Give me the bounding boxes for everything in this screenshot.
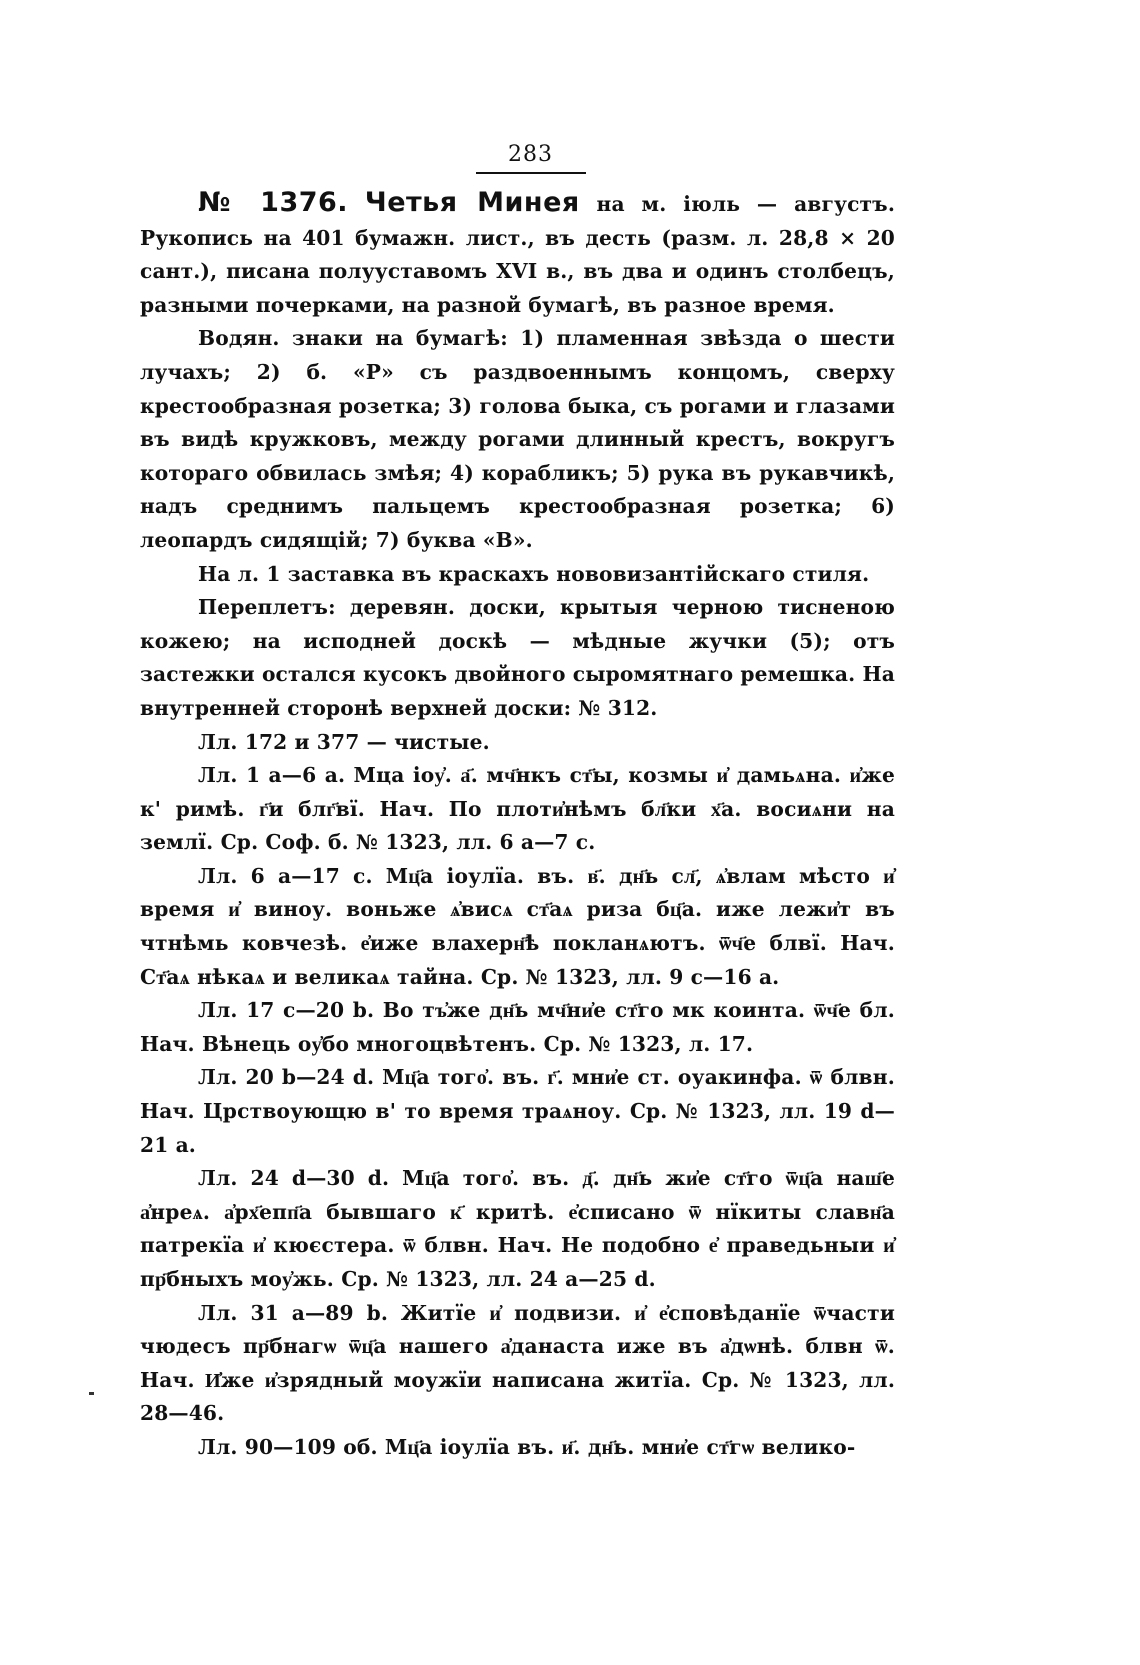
item-reference: Ср. № 1323, лл. 24 а—25 d. [341, 1267, 656, 1291]
document-page [140, 140, 895, 1465]
item-ref: Лл. 90—109 об. [198, 1434, 378, 1459]
item-5 [140, 1162, 895, 1296]
item-slavonic-text: Житїе и҆ подвизи. и҆ е҆сповѣданїе ѿчасти чюдесъ пр҃бнагѡ ѿц҃а нашего а҆данаста иже въ а҆дѡнѣ. блвн ѿ. Нач. И҆же и҆зрядный моужїи написана житїа. [140, 1300, 895, 1392]
entry-description: на м. іюль — августъ. Рукопись на 401 бумажн. лист., въ десть (разм. л. 28,8 × 20 сант.), писана полууставомъ XVI в., въ два и одинъ столбецъ, разными почерками, на разной бумагѣ, въ разное время. [140, 192, 895, 317]
item-slavonic-text: Мц҃а іоулїа. въ. в҃. дн҃ь сл҃, ѧ҆влам мѣсто и҆ время и҆ виноу. воньже ѧ҆висѧ ст҃аѧ ризa бц҃а. иже лежи҆т въ чтнѣмь ковчезѣ. е҆иже влахерн҃ѣ покланѧютъ. ѿч҃е блвї. Нач. Ст҃аѧ нѣкаѧ и великаѧ тайна. [140, 863, 895, 989]
item-3 [140, 994, 895, 1061]
item-reference: Ср. № 1323, лл. 19 d—21 а. [140, 1099, 895, 1157]
item-ref: Лл. 24 d—30 d. [198, 1166, 390, 1191]
item-slavonic-text: Во тъ҆же дн҃ь мч҃ни҆е ст҃го мк коинта. ѿч҃е бл. Нач. Вѣнець оу҆бо многоцвѣтенъ. [140, 998, 896, 1056]
paragraph-watermarks: Водян. знаки на бумагѣ: 1) пламенная звѣзда о шести лучахъ; 2) б. «Р» съ раздвоеннымъ концомъ, сверху крестообразная розетка; 3) голова быка, съ рогами и глазами въ видѣ кружковъ, между рогами длинный крестъ, вокругъ котораго обвилась змѣя; 4) корабликъ; 5) рука въ рукавчикѣ, надъ среднимъ пальцемъ крестообразная розетка; 6) леопардъ сидящій; 7) буква «В». [140, 326, 895, 552]
item-reference: Ср. Соф. б. № 1323, лл. 6 а—7 с. [220, 830, 596, 855]
paragraph-blank-leaves: Лл. 172 и 377 — чистые. [198, 729, 490, 754]
item-4 [140, 1061, 895, 1162]
paragraph-binding: Переплетъ: деревян. доски, крытыя черною тисненою кожею; на исподней доскѣ — мѣдные жучки (5); отъ застежки остался кусокъ двойного сыромятнаго ремешка. На внутренней сторонѣ верхней доски: № 312. [140, 595, 895, 720]
item-slavonic-text: Мц҃а того҆. въ. г҃. мни҆е ст. оуакинфа. ѿ блвн. Нач. Црствоующю в' то время траѧноу. [140, 1065, 895, 1124]
item-2 [140, 860, 895, 994]
print-speck [89, 1392, 94, 1395]
entry-number: № 1376. [198, 187, 349, 218]
item-7 [140, 1431, 895, 1465]
paragraph-headpiece: На л. 1 заставка въ краскахъ нововизантійскаго стиля. [198, 561, 870, 586]
item-reference: Ср. № 1323, лл. 9 с—16 а. [480, 964, 780, 989]
entry-header [140, 186, 895, 322]
item-ref: Лл. 17 с—20 b. [198, 998, 375, 1023]
item-ref: Лл. 6 а—17 с. [198, 863, 373, 888]
item-reference: Ср. № 1323, лл. 28—46. [140, 1367, 895, 1426]
catalog-text [140, 186, 895, 1465]
item-ref: Лл. 20 b—24 d. [198, 1065, 375, 1090]
page-number-rule [476, 172, 586, 174]
item-slavonic-text: Мц҃а того҆. въ. д҃. дн҃ь жи҆е ст҃го ѿц҃а наш҃е а҆нреѧ. а҆рх҃епп҃а бывшаго к҃ критѣ. е҆списано ѿ нїкиты славн҃а патрекїа и҆ кюєстера. ѿ блвн. Нач. Не подобно е҆ праведьныи и҆ пр҃бныхъ моу҆жь. [140, 1166, 895, 1291]
entry-title: Четья Минея [364, 187, 580, 218]
page-number: 283 [508, 142, 553, 167]
item-ref: Лл. 1 а—6 а. [198, 763, 346, 788]
item-reference: Ср. № 1323, л. 17. [543, 1031, 754, 1056]
item-slavonic-text: Мца іоу҆. а҃. мч҃нкъ ст҃ы, козмы и҆ дамьѧна. и҆же к' римѣ. г҃и блг҃вї. Нач. По плоти҆нѣмъ бл҃ки х҃а. восиѧни на землї. [140, 763, 895, 855]
item-6 [140, 1297, 895, 1431]
item-slavonic-text: Мц҃а іоулїа въ. и҃. дн҃ь. мни҆е ст҃гѡ велико- [384, 1434, 856, 1459]
item-ref: Лл. 31 а—89 b. [198, 1300, 389, 1325]
item-1 [140, 759, 895, 860]
